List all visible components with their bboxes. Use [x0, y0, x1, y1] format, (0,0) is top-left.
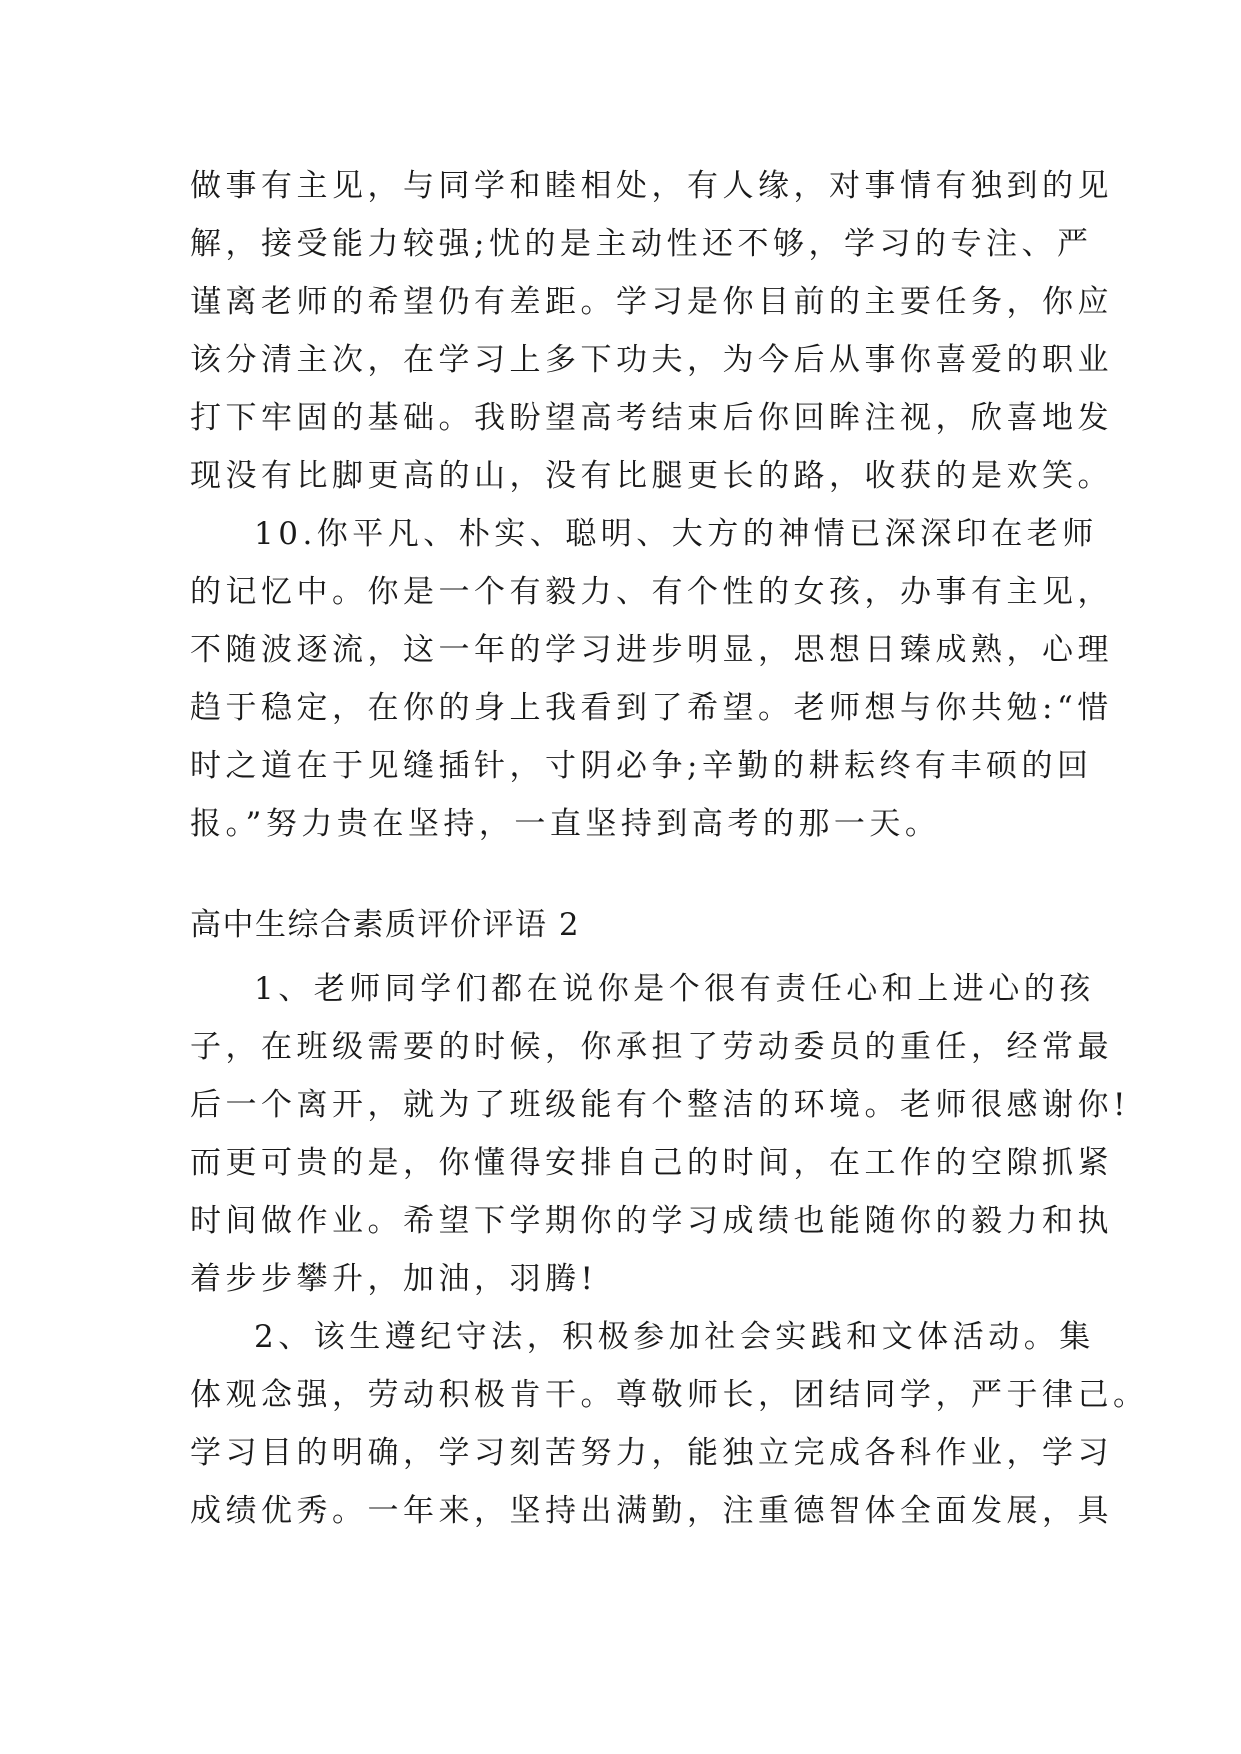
text-line: 时间做作业。希望下学期你的学习成绩也能随你的毅力和执: [190, 1203, 1113, 1239]
body-text-bottom: [190, 960, 1149, 1540]
text-line: 10.你平凡、朴实、聪明、大方的神情已深深印在老师: [254, 516, 1098, 552]
text-line: 而更可贵的是，你懂得安排自己的时间，在工作的空隙抓紧: [190, 1145, 1113, 1181]
text-line: 做事有主见，与同学和睦相处，有人缘，对事情有独到的见: [190, 168, 1113, 204]
text-line: 后一个离开，就为了班级能有个整洁的环境。老师很感谢你!: [190, 1087, 1130, 1123]
section-heading: [190, 896, 1060, 954]
text-line: 成绩优秀。一年来，坚持出满勤，注重德智体全面发展，具: [190, 1493, 1113, 1529]
text-line: 体观念强，劳动积极肯干。尊敬师长，团结同学，严于律己。: [190, 1377, 1149, 1413]
text-line: 的记忆中。你是一个有毅力、有个性的女孩，办事有主见，: [190, 574, 1113, 610]
text-line: 该分清主次，在学习上多下功夫，为今后从事你喜爱的职业: [190, 342, 1113, 378]
text-line: 报。”努力贵在坚持，一直坚持到高考的那一天。: [190, 806, 941, 842]
body-text-top: [190, 157, 1113, 853]
text-line: 谨离老师的希望仍有差距。学习是你目前的主要任务，你应: [190, 284, 1113, 320]
text-line: 现没有比脚更高的山，没有比腿更长的路，收获的是欢笑。: [190, 458, 1113, 494]
text-line: 学习目的明确，学习刻苦努力，能独立完成各科作业，学习: [190, 1435, 1113, 1471]
section-heading-text: 高中生综合素质评价评语 2: [190, 907, 581, 943]
text-line: 趋于稳定，在你的身上我看到了希望。老师想与你共勉:“惜: [190, 690, 1113, 726]
text-line: 不随波逐流，这一年的学习进步明显，思想日臻成熟，心理: [190, 632, 1113, 668]
text-line: 时之道在于见缝插针，寸阴必争;辛勤的耕耘终有丰硕的回: [190, 748, 1093, 784]
text-line: 2、该生遵纪守法，积极参加社会实践和文体活动。集: [254, 1319, 1095, 1355]
text-line: 着步步攀升，加油，羽腾!: [190, 1261, 598, 1297]
text-line: 子，在班级需要的时候，你承担了劳动委员的重任，经常最: [190, 1029, 1113, 1065]
text-line: 1、老师同学们都在说你是个很有责任心和上进心的孩: [254, 971, 1095, 1007]
text-line: 打下牢固的基础。我盼望高考结束后你回眸注视，欣喜地发: [190, 400, 1113, 436]
text-line: 解，接受能力较强;忧的是主动性还不够，学习的专注、严: [190, 226, 1093, 262]
